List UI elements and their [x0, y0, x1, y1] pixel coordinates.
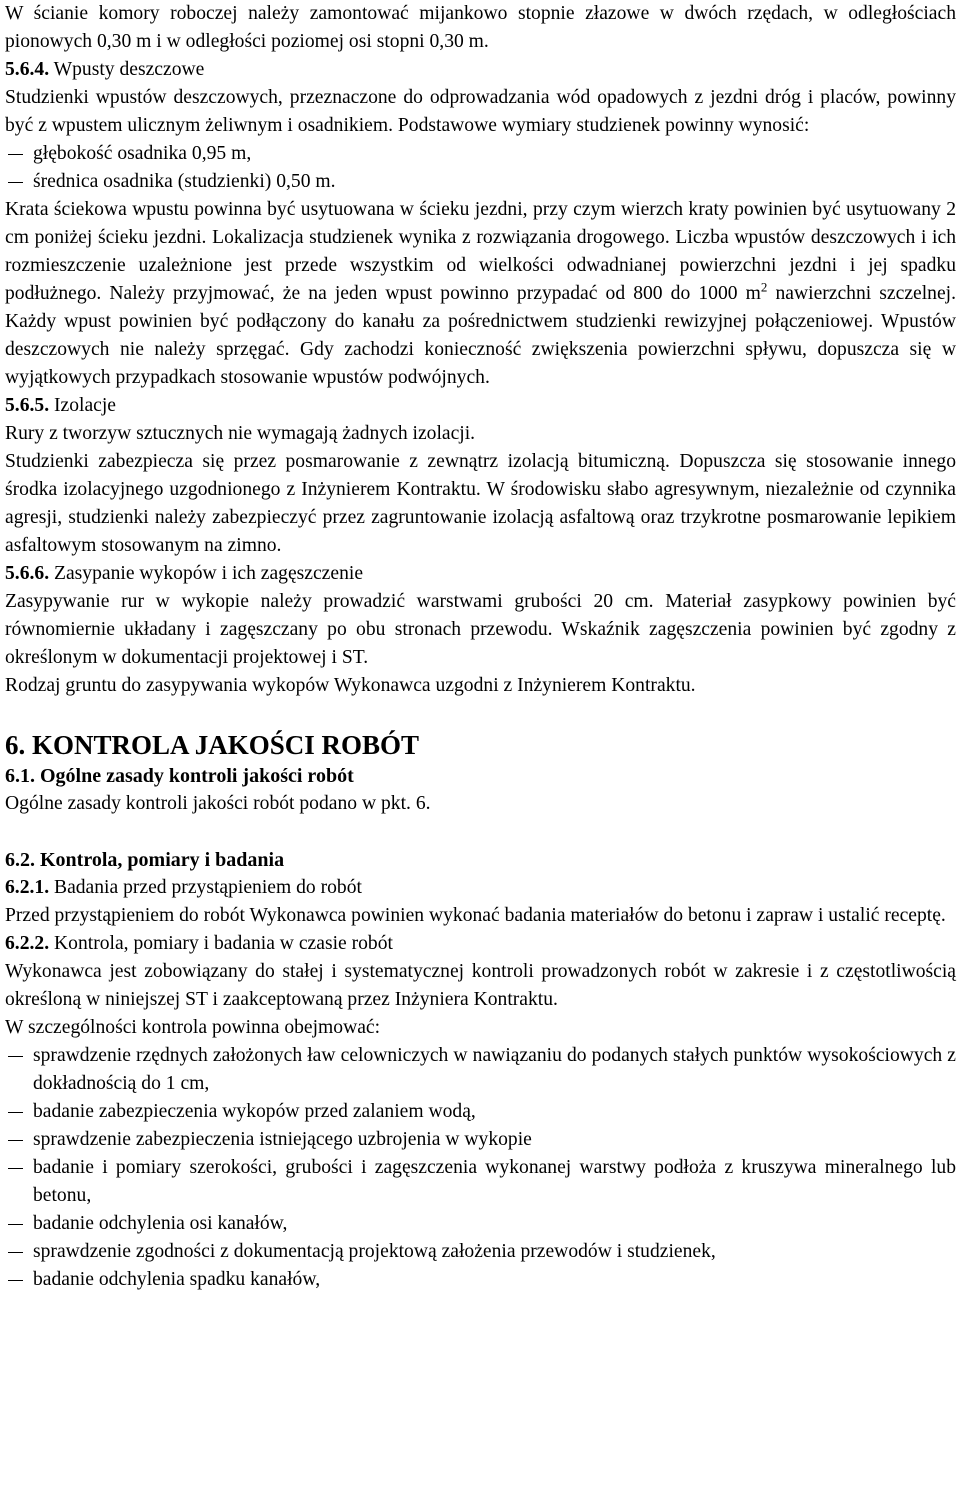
section-number: 5.6.4.	[5, 59, 50, 80]
paragraph	[5, 196, 956, 392]
section-number: 5.6.6.	[5, 563, 50, 584]
paragraph: Studzienki wpustów deszczowych, przeznaczone do odprowadzania wód opadowych z jezdni dróg i placów, powinny być z wpustem ulicznym żeliwnym i osadnikiem. Podstawowe wymiary studzienek powinny wynosić:	[5, 87, 956, 136]
section-number: 6.2.2.	[5, 933, 50, 954]
paragraph: Zasypywanie rur w wykopie należy prowadzić warstwami grubości 20 cm. Materiał zasypkowy powinien być równomiernie układany i zagęszczany po obu stronach przewodu. Wskaźnik zagęszczenia powinien być zgodny z określonym w dokumentacji projektowej i ST.	[5, 591, 956, 668]
spacer	[5, 700, 956, 728]
section-6-heading: 6. KONTROLA JAKOŚCI ROBÓT	[5, 730, 420, 760]
intro-paragraph: W ścianie komory roboczej należy zamontować mijankowo stopnie złazowe w dwóch rzędach, w odległościach pionowych 0,30 m i w odległości poziomej osi stopni 0,30 m.	[5, 3, 956, 52]
list-item: badanie odchylenia osi kanałów,	[5, 1210, 956, 1238]
list-item: badanie i pomiary szerokości, grubości i zagęszczenia wykonanej warstwy podłoża z kruszywa mineralnego lub betonu,	[5, 1154, 956, 1210]
section-5-6-4-heading	[5, 56, 956, 84]
superscript: 2	[760, 279, 768, 295]
paragraph-text: nawierzchni szczelnej. Każdy wpust powinien być podłączony do kanału za pośrednictwem studzienki rewizyjnej połączeniowej. Wpustów deszczowych nie należy sprzęgać. Gdy zachodzi konieczność zwiększenia powierzchni spływu, dopuszcza się w wyjątkowych przypadkach stosowanie wpustów podwójnych.	[5, 283, 956, 388]
section-6-2-1-heading	[5, 874, 956, 902]
section-5-6-5-heading	[5, 392, 956, 420]
section-6-1-heading: 6.1. Ogólne zasady kontroli jakości robót	[5, 765, 354, 787]
section-title: Kontrola, pomiary i badania w czasie robót	[54, 933, 393, 954]
list-item: sprawdzenie rzędnych założonych ław celowniczych w nawiązaniu do podanych stałych punktów wysokościowych z dokładnością do 1 cm,	[5, 1042, 956, 1098]
list-item: badanie odchylenia spadku kanałów,	[5, 1266, 956, 1294]
section-6-2-2-heading	[5, 930, 956, 958]
section-number: 5.6.5.	[5, 395, 50, 416]
paragraph: Przed przystąpieniem do robót Wykonawca powinien wykonać badania materiałów do betonu i zapraw i ustalić receptę.	[5, 905, 946, 926]
section-title: Izolacje	[54, 395, 116, 416]
list-item: badanie zabezpieczenia wykopów przed zalaniem wodą,	[5, 1098, 956, 1126]
paragraph: Rodzaj gruntu do zasypywania wykopów Wykonawca uzgodni z Inżynierem Kontraktu.	[5, 675, 696, 696]
paragraph: W szczególności kontrola powinna obejmować:	[5, 1017, 381, 1038]
paragraph: Wykonawca jest zobowiązany do stałej i systematycznej kontroli prowadzonych robót w zakresie i z częstotliwością określoną w niniejszej ST i zaakceptowaną przez Inżyniera Kontraktu.	[5, 961, 956, 1010]
list-item: sprawdzenie zabezpieczenia istniejącego uzbrojenia w wykopie	[5, 1126, 956, 1154]
spacer	[5, 818, 956, 846]
section-title: Badania przed przystąpieniem do robót	[54, 877, 362, 898]
list-item: głębokość osadnika 0,95 m,	[5, 140, 956, 168]
paragraph: Ogólne zasady kontroli jakości robót podano w pkt. 6.	[5, 793, 431, 814]
section-title: Zasypanie wykopów i ich zagęszczenie	[54, 563, 364, 584]
paragraph: Rury z tworzyw sztucznych nie wymagają żadnych izolacji.	[5, 423, 476, 444]
list-item: średnica osadnika (studzienki) 0,50 m.	[5, 168, 956, 196]
section-5-6-6-heading	[5, 560, 956, 588]
paragraph-text: Krata ściekowa wpustu powinna być usytuowana w ścieku jezdni, przy czym wierzch kraty powinien być usytuowany 2 cm poniżej ścieku jezdni. Lokalizacja studzienek wynika z rozwiązania drogowego. Liczba wpustów deszczowych i ich rozmieszczenie uzależnione jest przede wszystkim od wielkości odwadnianej powierzchni jezdni i jej spadku podłużnego. Należy przyjmować, że na jeden wpust powinno przypadać od 800 do 1000 m	[5, 199, 956, 304]
section-number: 6.2.1.	[5, 877, 50, 898]
section-6-2-heading: 6.2. Kontrola, pomiary i badania	[5, 849, 285, 871]
section-title: Wpusty deszczowe	[53, 59, 205, 80]
list-item: sprawdzenie zgodności z dokumentacją projektową założenia przewodów i studzienek,	[5, 1238, 956, 1266]
paragraph: Studzienki zabezpiecza się przez posmarowanie z zewnątrz izolacją bitumiczną. Dopuszcza się stosowanie innego środka izolacyjnego uzgodnionego z Inżynierem Kontraktu. W środowisku słabo agresywnym, niezależnie od czynnika agresji, studzienki należy zabezpieczyć przez zagruntowanie izolacją asfaltową oraz trzykrotne posmarowanie lepikiem asfaltowym stosowanym na zimno.	[5, 451, 956, 556]
